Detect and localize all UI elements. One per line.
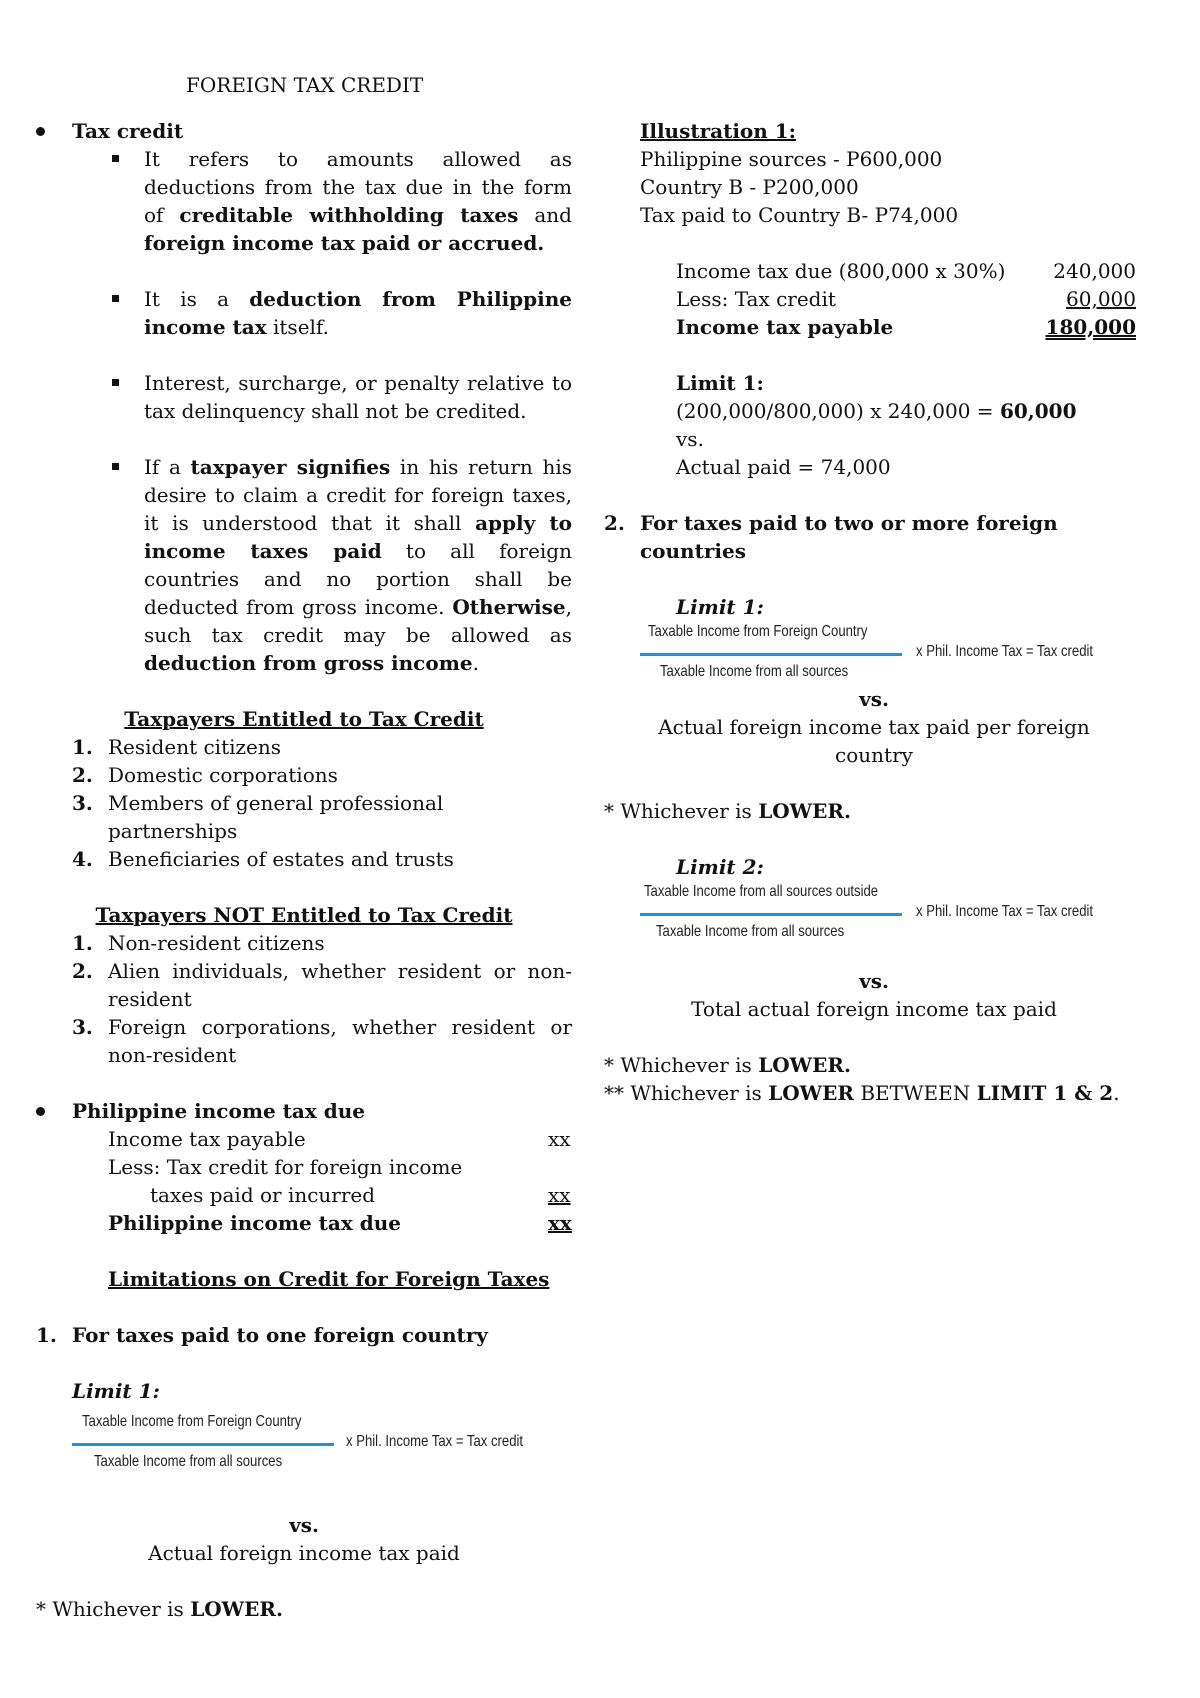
one-country-limit1-label: Limit 1: [72,1379,160,1403]
left-column [36,117,572,1623]
two-countries-limit1-label: Limit 1: [676,595,764,619]
tax-credit-point-4: If a taxpayer signifies in his return his desire to claim a credit for foreign taxes, it is understood that it shall apply to income taxes paid to all foreign countries and no portion shall be deducted from gross income. Otherwise, such tax credit may be allowed as deduction from gross income. [36,453,572,677]
tax-credit-heading: Tax credit [36,117,572,145]
one-country-actual: Actual foreign income tax paid [148,1541,460,1565]
ph-tax-due-heading: Philippine income tax due [36,1097,572,1125]
illustration-line-3: Tax paid to Country B- P74,000 [640,203,959,227]
entitled-list [36,733,572,873]
two-countries-heading: 2. For taxes paid to two or more foreign countries [604,511,1058,563]
list-item: 1. Non-resident citizens [72,931,325,955]
list-item: 3. Foreign corporations, whether resident or non-resident [72,1015,572,1067]
one-country-heading: 1. For taxes paid to one foreign country [36,1323,488,1347]
one-country-lower-note: * Whichever is LOWER. [36,1597,283,1621]
illustration-limit-heading: Limit 1: [676,371,764,395]
entitled-heading: Taxpayers Entitled to Tax Credit [124,707,484,731]
fraction-bar [640,653,902,656]
illustration-computation: Income tax due (800,000 x 30%) 240,000 Less: Tax credit 60,000 Income tax payable 180,000 [676,259,1136,339]
illustration-actual: Actual paid = 74,000 [676,455,891,479]
limitations-heading: Limitations on Credit for Foreign Taxes [108,1267,550,1291]
list-item: 2. Domestic corporations [72,763,338,787]
illustration-limit-equation: (200,000/800,000) x 240,000 = 60,000 [676,399,1077,423]
two-countries-formula-2: Taxable Income from all sources outside Taxable Income from all sources x Phil. Income Tax = Tax credit [640,875,1140,945]
two-countries-vs-2: vs. [859,969,889,993]
not-entitled-heading: Taxpayers NOT Entitled to Tax Credit [95,903,513,927]
two-countries-limit2-label: Limit 2: [676,855,764,879]
two-countries-lower-note-2: * Whichever is LOWER. [604,1053,851,1077]
two-countries-formula-1: Taxable Income from Foreign Country Taxable Income from all sources x Phil. Income Tax = Tax credit [640,615,1140,685]
two-countries-actual-1: Actual foreign income tax paid per foreign country [658,715,1090,767]
fraction-bar [72,1443,334,1446]
list-item: 2. Alien individuals, whether resident or non-resident [72,959,572,1011]
two-countries-lower-note-1: * Whichever is LOWER. [604,799,851,823]
page-title: FOREIGN TAX CREDIT [186,73,424,97]
not-entitled-list [36,929,572,1069]
fraction-bar [640,913,902,916]
one-country-vs: vs. [289,1513,319,1537]
ph-tax-due-table: Income tax payable xx Less: Tax credit for foreign income taxes paid or incurred xx Philippine income tax due xx [108,1127,572,1235]
two-countries-final-note: ** Whichever is LOWER BETWEEN LIMIT 1 & 2. [604,1081,1120,1105]
list-item: 3. Members of general professional partnerships [72,791,444,843]
illustration-line-2: Country B - P200,000 [640,175,859,199]
right-column [604,117,1144,1107]
one-country-formula: Taxable Income from Foreign Country Taxable Income from all sources x Phil. Income Tax = Tax credit [72,1405,592,1475]
list-item: 4. Beneficiaries of estates and trusts [72,847,454,871]
tax-credit-point-1: It refers to amounts allowed as deductions from the tax due in the form of creditable withholding taxes and foreign income tax paid or accrued. [36,145,572,257]
illustration-vs: vs. [676,427,704,451]
tax-credit-point-3: Interest, surcharge, or penalty relative to tax delinquency shall not be credited. [36,369,572,425]
list-item: 1. Resident citizens [72,735,282,759]
two-countries-actual-2: Total actual foreign income tax paid [691,997,1057,1021]
illustration-line-1: Philippine sources - P600,000 [640,147,943,171]
two-countries-vs-1: vs. [859,687,889,711]
tax-credit-point-2: It is a deduction from Philippine income tax itself. [36,285,572,341]
illustration-heading: Illustration 1: [640,119,797,143]
